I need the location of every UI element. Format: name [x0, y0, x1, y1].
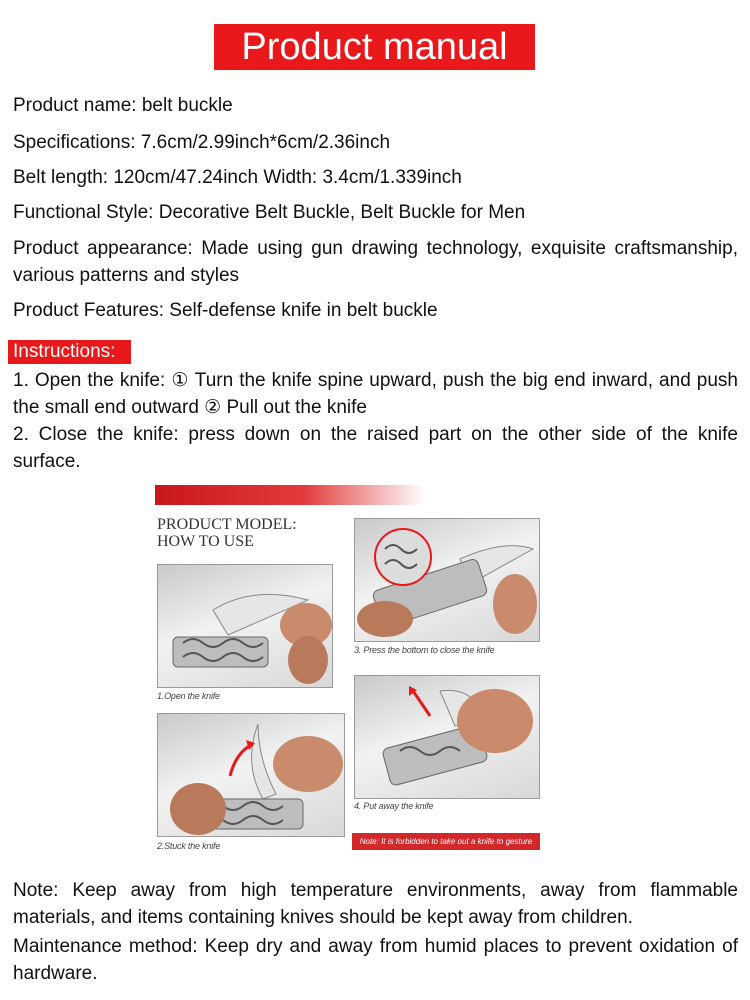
page-title: Product manual — [214, 24, 535, 70]
knife-illustration — [355, 676, 539, 798]
instructions-label: Instructions: — [8, 340, 131, 364]
instruction-step-1: 1. Open the knife: ① Turn the knife spine upward, push the big end inward, and push the small end outward ② Pull out the knife — [13, 370, 738, 418]
specifications: Specifications: 7.6cm/2.99inch*6cm/2.36inch — [13, 132, 391, 153]
functional-style: Functional Style: Decorative Belt Buckle, Belt Buckle for Men — [13, 202, 526, 223]
knife-illustration — [158, 714, 344, 836]
photo-put-away-knife — [354, 675, 540, 799]
how-to-use-infographic — [155, 485, 555, 860]
instruction-step-2: 2. Close the knife: press down on the raised part on the other side of the knife surface. — [13, 424, 738, 472]
arrow-icon — [413, 691, 430, 716]
knife-illustration — [158, 565, 332, 687]
infographic-heading-line-1: PRODUCT MODEL: — [157, 516, 297, 533]
belt-length: Belt length: 120cm/47.24inch Width: 3.4cm/1.339inch — [13, 167, 462, 188]
product-features: Product Features: Self-defense knife in belt buckle — [13, 300, 438, 321]
infographic-heading-line-2: HOW TO USE — [157, 533, 254, 550]
photo-stuck-knife — [157, 713, 345, 837]
infographic-header-bar — [155, 485, 425, 505]
knife-illustration — [355, 519, 539, 641]
caption-stuck-knife: 2.Stuck the knife — [157, 841, 221, 851]
caption-open-knife: 1.Open the knife — [157, 691, 220, 701]
infographic-heading — [157, 516, 297, 550]
product-appearance: Product appearance: Made using gun drawing technology, exquisite craftsmanship, various patterns and styles — [13, 238, 738, 286]
caption-put-away-knife: 4. Put away the knife — [354, 801, 434, 811]
caption-close-knife: 3. Press the bottom to close the knife — [354, 645, 495, 655]
product-name: Product name: belt buckle — [13, 95, 233, 116]
zoom-circle-icon — [375, 529, 431, 585]
safety-note: Note: Keep away from high temperature environments, away from flammable materials, and items containing knives should be kept away from children. — [13, 880, 738, 928]
maintenance-method: Maintenance method: Keep dry and away from humid places to prevent oxidation of hardware. — [13, 936, 738, 984]
warning-note: Note: It is forbidden to take out a knife to gesture — [352, 833, 540, 850]
photo-close-knife — [354, 518, 540, 642]
photo-open-knife — [157, 564, 333, 688]
